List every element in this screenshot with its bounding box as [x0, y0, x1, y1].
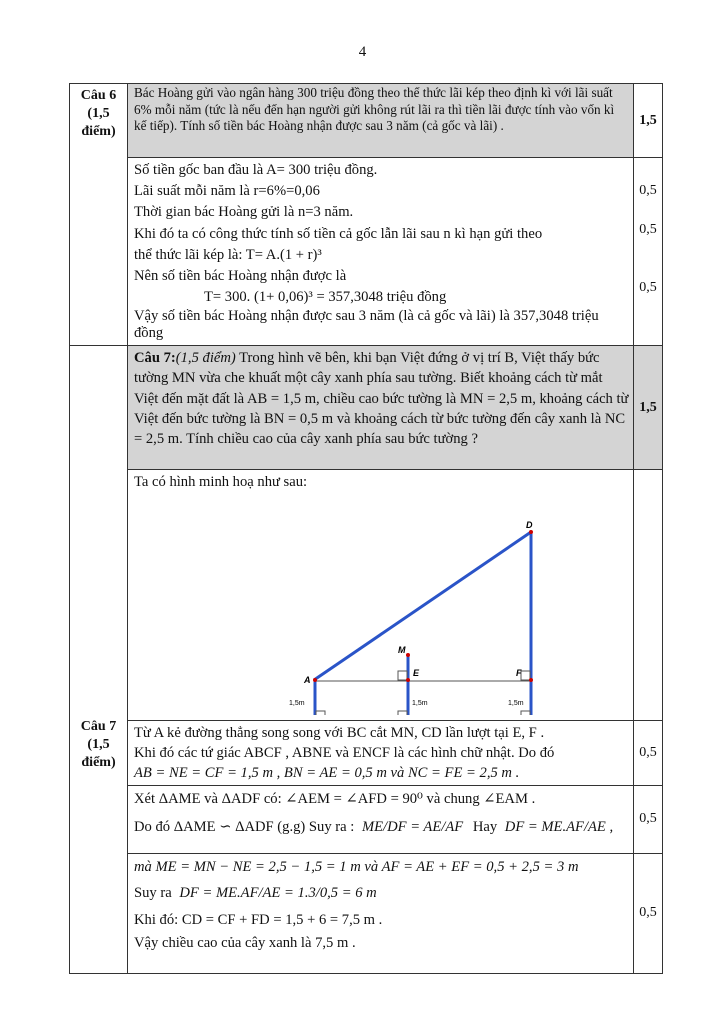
q6-line-4: Khi đó ta có công thức tính số tiền cả gốc lẫn lãi sau n kì hạn gửi theo	[134, 225, 543, 242]
point-d	[529, 530, 533, 534]
point-a	[313, 678, 317, 682]
q7-step2-df: DF = ME.AF/AE ,	[504, 818, 614, 835]
q7-label: Câu 7	[80, 719, 117, 734]
q6-answer-cell	[128, 158, 634, 346]
q7-step2-ratio: ME/DF = AE/AF	[361, 818, 464, 835]
q6-score: 1,5	[639, 112, 657, 128]
q6-line-3: Thời gian bác Hoàng gửi là n=3 năm.	[134, 204, 354, 221]
measure-cf: 1,5m	[508, 699, 524, 707]
q7-step1-cell	[128, 720, 634, 785]
q6-label: Câu 6	[80, 88, 117, 103]
q7-step3-line-4: Vậy chiều cao của cây xanh là 7,5 m .	[134, 935, 356, 951]
q7-label-unit: điểm)	[81, 755, 116, 770]
right-angle-f	[521, 671, 530, 680]
q7-step1-score-cell	[634, 720, 663, 785]
q7-step3-line-2: Suy ra	[134, 885, 172, 901]
q7-figure-intro: Ta có hình minh hoạ như sau:	[134, 474, 308, 490]
q7-step1-score: 0,5	[639, 744, 657, 760]
q7-step3-score: 0,5	[639, 905, 657, 920]
q7-step3-df: DF = ME.AF/AE = 1.3/0,5 = 6 m	[179, 885, 377, 901]
label-m: M	[398, 644, 406, 655]
q7-step2-cell	[128, 785, 634, 853]
q6-label-points: (1,5	[87, 106, 110, 121]
answer-table	[69, 83, 663, 974]
q7-step2-hay: Hay	[472, 818, 498, 835]
q6-line-8: Vậy số tiền bác Hoàng nhận được sau 3 năm (là cả gốc và lãi) là 357,3048 triệu đồng	[134, 308, 599, 342]
q7-prompt-points: (1,5 điểm)	[175, 350, 236, 366]
measure-ne: 1,5m	[412, 699, 428, 707]
point-e	[406, 678, 410, 682]
q7-label-points: (1,5	[87, 737, 110, 752]
q7-step1-line-3: AB = NE = CF = 1,5 m , BN = AE = 0,5 m và NC = FE = 2,5 m .	[134, 764, 520, 781]
q7-step1-line-1: Từ A kẻ đường thẳng song song với BC cắt MN, CD lần lượt tại E, F .	[134, 724, 545, 741]
q6-line-2: Lãi suất mỗi năm là r=6%=0,06	[134, 183, 320, 200]
q6-label-unit: điểm)	[81, 124, 116, 139]
label-e: E	[413, 667, 420, 678]
sight-line	[314, 532, 531, 680]
q7-score: 1,5	[639, 399, 657, 415]
q7-step3-cell	[128, 853, 634, 973]
q7-step2-score-cell	[634, 785, 663, 853]
q7-step2-line-2: Do đó ΔAME ∽ ΔADF (g.g) Suy ra :	[134, 818, 355, 835]
q7-label-cell	[70, 346, 128, 974]
q7-step2-score: 0,5	[639, 811, 657, 826]
q6-prompt: Bác Hoàng gửi vào ngân hàng 300 triệu đồng theo thể thức lãi kép theo định kì với lãi suất 6% mỗi năm (tức là nếu đến hạn người gửi không rút lãi ra thì tiền lãi được tính vào vốn kì kế tiếp). Tính số tiền bác Hoàng nhận được sau 3 năm (cả gốc và lãi) .	[134, 85, 615, 134]
q6-score-cell	[634, 84, 663, 158]
q6-score-1: 0,5	[639, 183, 657, 198]
q7-prompt: Trong hình vẽ bên, khi bạn Việt đứng ở vị trí B, Việt thấy bức tường MN vừa che khuất một cây xanh phía sau tường. Biết khoảng cách từ mắt Việt đến mặt đất là AB = 1,5 m, chiều cao bức tường là MN = 2,5 m, khoảng cách từ Việt đến bức tường là BN = 0,5 m và khoảng cách từ bức tường đến cây xanh là NC = 2,5 m. Tính chiều cao của cây xanh phía sau bức tường ?	[134, 350, 629, 448]
q6-line-6: Nên số tiền bác Hoàng nhận được là	[134, 268, 347, 285]
q7-geometry-figure	[128, 495, 633, 715]
q7-prompt-title: Câu 7:	[134, 350, 176, 366]
q6-score-3: 0,5	[639, 280, 657, 295]
q6-score-2: 0,5	[639, 222, 657, 237]
q6-label-cell	[70, 84, 128, 346]
point-f	[529, 678, 533, 682]
q7-step2-line-1: Xét ΔAME và ΔADF có: ∠AEM = ∠AFD = 90⁰ và chung ∠EAM .	[134, 790, 536, 807]
right-angle-n	[398, 711, 407, 715]
q6-line-5: thể thức lãi kép là: T= A.(1 + r)³	[134, 246, 322, 263]
q7-prompt-cell	[128, 346, 634, 470]
q6-prompt-cell	[128, 84, 634, 158]
q7-step3-line-1: mà ME = MN − NE = 2,5 − 1,5 = 1 m và AF = AE + EF = 0,5 + 2,5 = 3 m	[134, 858, 579, 875]
label-a: A	[304, 674, 311, 685]
label-d: D	[526, 519, 533, 530]
q7-figure-cell	[128, 470, 634, 721]
page-number: 4	[358, 44, 367, 60]
right-angle-e	[398, 671, 407, 680]
q7-score-cell	[634, 346, 663, 470]
q6-scores-cell	[634, 158, 663, 346]
label-f: F	[516, 667, 522, 678]
q7-step1-line-2: Khi đó các tứ giác ABCF , ABNE và ENCF là các hình chữ nhật. Do đó	[134, 744, 555, 761]
q7-figure-score-cell	[634, 470, 663, 721]
q6-line-1: Số tiền gốc ban đầu là A= 300 triệu đồng.	[134, 162, 378, 178]
point-m	[406, 653, 410, 657]
q7-step3-line-3: Khi đó: CD = CF + FD = 1,5 + 6 = 7,5 m .	[134, 911, 383, 928]
q7-step3-score-cell	[634, 853, 663, 973]
q6-line-7: T= 300. (1+ 0,06)³ = 357,3048 triệu đồng	[204, 289, 447, 306]
right-angle-b	[316, 711, 325, 715]
measure-ab: 1,5m	[289, 699, 305, 707]
right-angle-c	[521, 711, 530, 715]
